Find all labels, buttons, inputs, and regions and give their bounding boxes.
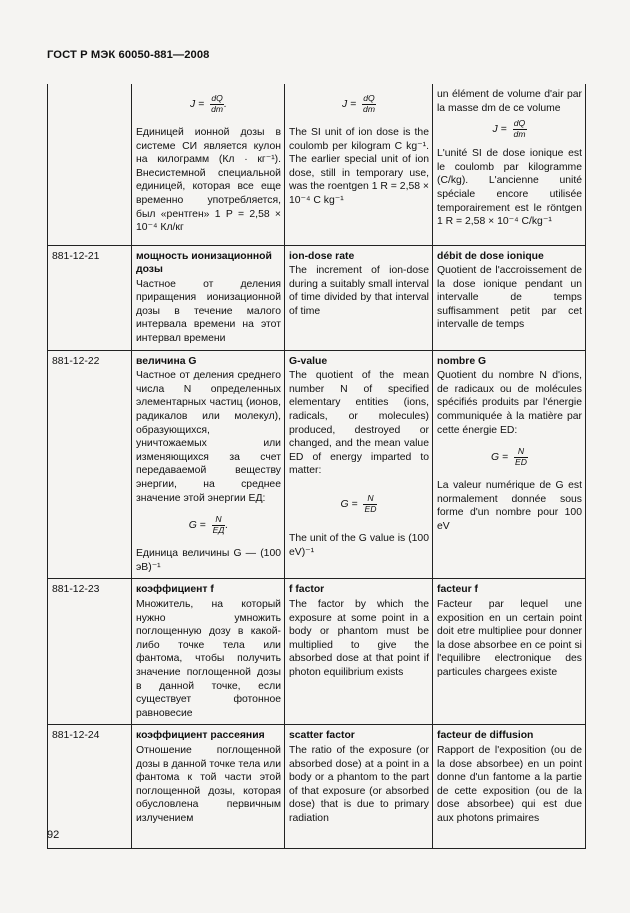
en-term: f factor — [289, 584, 325, 596]
table-row — [48, 350, 586, 579]
ru-unit-note: Единица величины G — (100 эВ)⁻¹ — [136, 548, 281, 573]
ru-cell — [132, 245, 285, 350]
ru-cell — [132, 579, 285, 725]
terms-table — [47, 84, 586, 849]
table-row — [48, 725, 586, 849]
ru-term: коэффициент рассеяния — [136, 730, 265, 742]
fr-cell — [433, 725, 586, 849]
en-term: G-value — [289, 355, 328, 367]
en-definition: The increment of ion-dose during a suitably small interval of time divided by that interval of time — [289, 265, 429, 317]
fr-term: facteur de diffusion — [437, 730, 534, 742]
en-cell — [285, 725, 433, 849]
formula-g-ru: G = $\frac{N}{ЕД}$ . — [188, 514, 229, 535]
term-id-cell — [48, 84, 132, 245]
en-definition: The ratio of the exposure (or absorbed dose) at a point in a body or a phantom to the part of that exposure (or absorbed dose) that is due to primary radiation — [289, 744, 429, 824]
ru-definition: Частное от деления приращения ионизационной дозы в течение малого интервала времени на этот интервал времени — [136, 278, 281, 345]
term-id-cell: 881-12-24 — [48, 725, 132, 849]
fr-definition: Facteur par lequel une exposition en un certain point doit etre multipliee pour donner la dose absorbee en ce point si l'equilibre electronique des particules chargees existe — [437, 598, 582, 678]
ru-note: Единицей ионной дозы в системе СИ является кулон на килограмм (Кл · кг⁻¹). Внесистемной специальной единицей, которая все еще временно употребляется, был «рентген» 1 Р = 2,58 × 10⁻⁴ Кл/кг — [136, 127, 281, 234]
ru-term: коэффициент f — [136, 584, 214, 596]
fr-term: débit de dose ionique — [437, 250, 544, 262]
fr-cell — [433, 245, 586, 350]
en-cell — [285, 245, 433, 350]
en-cell — [285, 84, 433, 245]
table-row — [48, 245, 586, 350]
formula-j-en: J = $\frac{dQ}{dm}$ — [342, 93, 375, 114]
term-id-cell: 881-12-22 — [48, 350, 132, 579]
en-cell — [285, 350, 433, 579]
page-number: 92 — [47, 829, 60, 841]
en-term: scatter factor — [289, 730, 355, 742]
table-row — [48, 579, 586, 725]
table-row — [48, 84, 586, 245]
fr-unit-note: La valeur numérique de G est normalement donnée sous forme d'un nombre pour 100 eV — [437, 480, 582, 532]
ru-cell — [132, 725, 285, 849]
ru-definition: Отношение поглощенной дозы в данной точке тела или фантома к той части этой поглощенной дозы, которая обусловлена первичным излучением — [136, 744, 281, 824]
fr-cell — [433, 350, 586, 579]
fr-term: nombre G — [437, 355, 487, 367]
formula-j-fr: J = $\frac{dQ}{dm}$ — [492, 118, 526, 139]
formula-g-en: G = $\frac{N}{ED}$ — [340, 493, 377, 514]
fr-definition: Quotient de l'accroissement de la dose ionique pendant un intervalle de temps suffisamment petit par cet intervalle de temps — [437, 265, 582, 331]
fr-definition: Rapport de l'exposition (ou de la dose absorbee) en un point donne d'un fantome a la partie de cette exposition (ou de la dose absorbee) qui est due aux photons primaires — [437, 744, 582, 824]
term-id-cell: 881-12-21 — [48, 245, 132, 350]
en-note: The SI unit of ion dose is the coulomb per kilogram C kg⁻¹. The earlier special unit of ion dose, still in temporary use, was the roentgen 1 R = 2,58 × 10⁻⁴ C kg⁻¹ — [289, 127, 429, 206]
ru-cell — [132, 84, 285, 245]
formula-g-fr: G = $\frac{N}{ED}$ — [491, 446, 527, 467]
fr-note: L'unité SI de dose ionique est le coulomb par kilogramme (C/kg). L'ancienne unité spéciale encore utilisée temporairement est le röntgen 1 R = 2,58 × 10⁻⁴ C/kg⁻¹ — [437, 148, 582, 228]
term-id-cell: 881-12-23 — [48, 579, 132, 725]
ru-cell — [132, 350, 285, 579]
fr-cell — [433, 579, 586, 725]
ru-term: величина G — [136, 355, 197, 367]
fr-term: facteur f — [437, 584, 478, 596]
en-definition: The factor by which the exposure at some point in a body or phantom must be multiplied to give the absorbed dose at that point if photon equilibrium exists — [289, 598, 429, 678]
fr-text: un élément de volume d'air par la masse dm de ce volume — [437, 89, 582, 114]
en-unit-note: The unit of the G value is (100 eV)⁻¹ — [289, 533, 429, 558]
en-cell — [285, 579, 433, 725]
fr-cell — [433, 84, 586, 245]
en-term: ion-dose rate — [289, 250, 355, 262]
fr-definition: Quotient du nombre N d'ions, de radicaux ou de molécules spécifiés produits par l'énergie communiquée à la matière par cette énergie ED: — [437, 370, 582, 436]
en-definition: The quotient of the mean number N of specified elementary entities (ions, radicals, or molecules) produced, destroyed or changed, and the mean value ED of energy imparted to matter: — [289, 370, 429, 477]
ru-definition: Множитель, на который нужно умножить поглощенную дозу в какой-либо точке тела или фантома, чтобы получить значение поглощенной дозы в данной точке, если существует фотонное равновесие — [136, 598, 281, 719]
ru-definition: Частное от деления среднего числа N определенных элементарных частиц (ионов, радикалов или молекул), образующихся, уничтожаемых или изменяющихся за счет передаваемой веществу энергии, на среднее значение этой энергии ЕД: — [136, 370, 281, 504]
document-header: ГОСТ Р МЭК 60050-881—2008 — [47, 49, 210, 61]
formula-j-ru: J = $\frac{dQ}{dm}$ . — [190, 93, 227, 114]
ru-term: мощность ионизационной дозы — [136, 250, 272, 276]
